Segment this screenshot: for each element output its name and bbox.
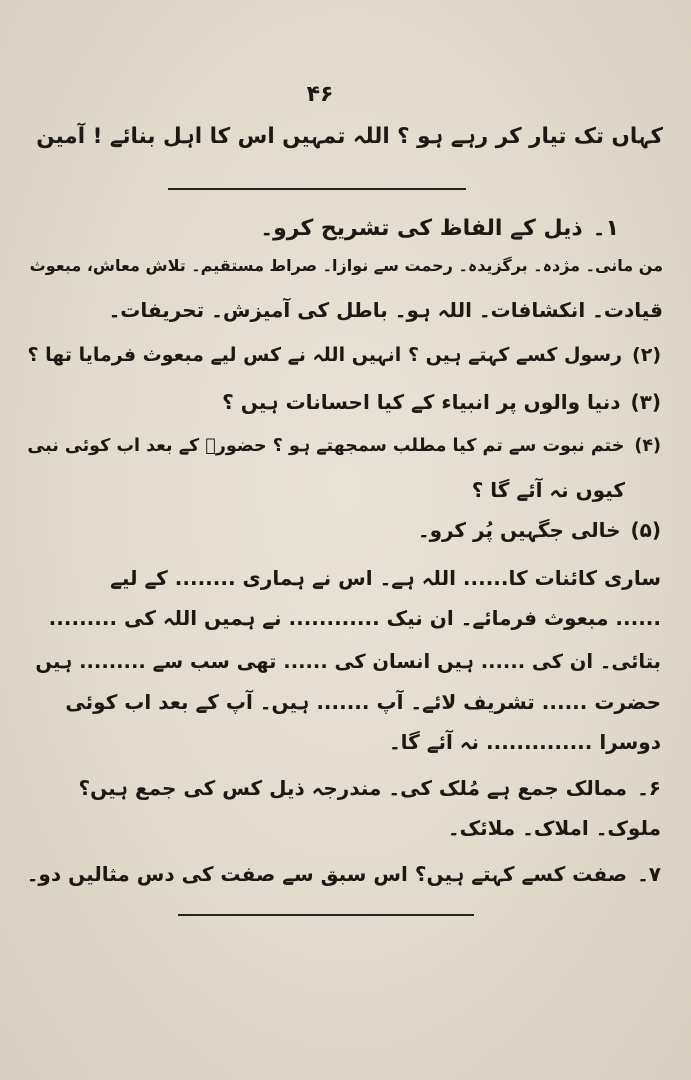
question-number: (۲)	[632, 344, 661, 366]
fill-blank-line-5: دوسرا .............. نہ آئے گا۔	[388, 730, 661, 754]
question-text: ختم نبوت سے تم کیا مطلب سمجھتے ہو ؟ حضورؐ کے بعد اب کوئی نبی	[27, 436, 625, 456]
question-1-words-line-1: من مانی۔ مژدہ۔ برگزیدہ۔ رحمت سے نوازا۔ صراط مستقیم۔ تلاش معاش، مبعوث	[29, 256, 663, 275]
question-number: ۶۔	[637, 776, 661, 800]
question-text: رسول کسے کہتے ہیں ؟ انہیں اللہ نے کس لیے مبعوث فرمایا تھا ؟	[27, 344, 623, 366]
question-number: ۷۔	[637, 862, 661, 886]
question-text: صفت کسے کہتے ہیں؟ اس سبق سے صفت کی دس مثالیں دو۔	[26, 862, 628, 886]
top-divider	[168, 188, 466, 190]
question-number: (۴)	[634, 436, 661, 456]
question-5	[418, 518, 661, 542]
header-line: کہاں تک تیار کر رہے ہو ؟ اللہ تمہیں اس کا اہل بنائے ! آمین	[36, 124, 663, 149]
question-text: ذیل کے الفاظ کی تشریح کرو۔	[260, 216, 583, 241]
question-6-words: ملوک۔ املاک۔ ملائک۔	[447, 816, 661, 840]
question-1	[260, 216, 619, 241]
fill-blank-line-2: ...... مبعوث فرمائے۔ ان نیک ............ نے ہمیں اللہ کی .........	[48, 606, 661, 630]
fill-blank-line-1: ساری کائنات کا...... اللہ ہے۔ اس نے ہماری ........ کے لیے	[110, 566, 661, 590]
question-1-words-line-2: قیادت۔ انکشافات۔ اللہ ہو۔ باطل کی آمیزش۔ تحریفات۔	[108, 298, 663, 322]
question-2	[28, 344, 661, 366]
page-number: ۴۶	[306, 82, 334, 107]
question-text: ممالک جمع ہے مُلک کی۔ مندرجہ ذیل کس کی جمع ہیں؟	[78, 776, 628, 800]
question-7	[27, 862, 661, 886]
question-number: (۳)	[630, 390, 661, 414]
question-number: (۵)	[630, 518, 661, 542]
fill-blank-line-4: حضرت ...... تشریف لائے۔ آپ ....... ہیں۔ آپ کے بعد اب کوئی	[65, 690, 661, 714]
fill-blank-line-3: بتائی۔ ان کی ...... ہیں انسان کی ...... تھی سب سے ......... ہیں	[35, 650, 661, 673]
bottom-divider	[178, 914, 474, 916]
question-6	[79, 776, 662, 800]
question-number: ۱۔	[592, 216, 619, 241]
question-text: دنیا والوں پر انبیاء کے کیا احسانات ہیں ؟	[222, 390, 621, 414]
question-4-continued: کیوں نہ آئے گا ؟	[471, 478, 625, 502]
question-text: خالی جگہیں پُر کرو۔	[417, 518, 621, 542]
question-3	[222, 390, 661, 414]
question-4	[27, 436, 661, 456]
